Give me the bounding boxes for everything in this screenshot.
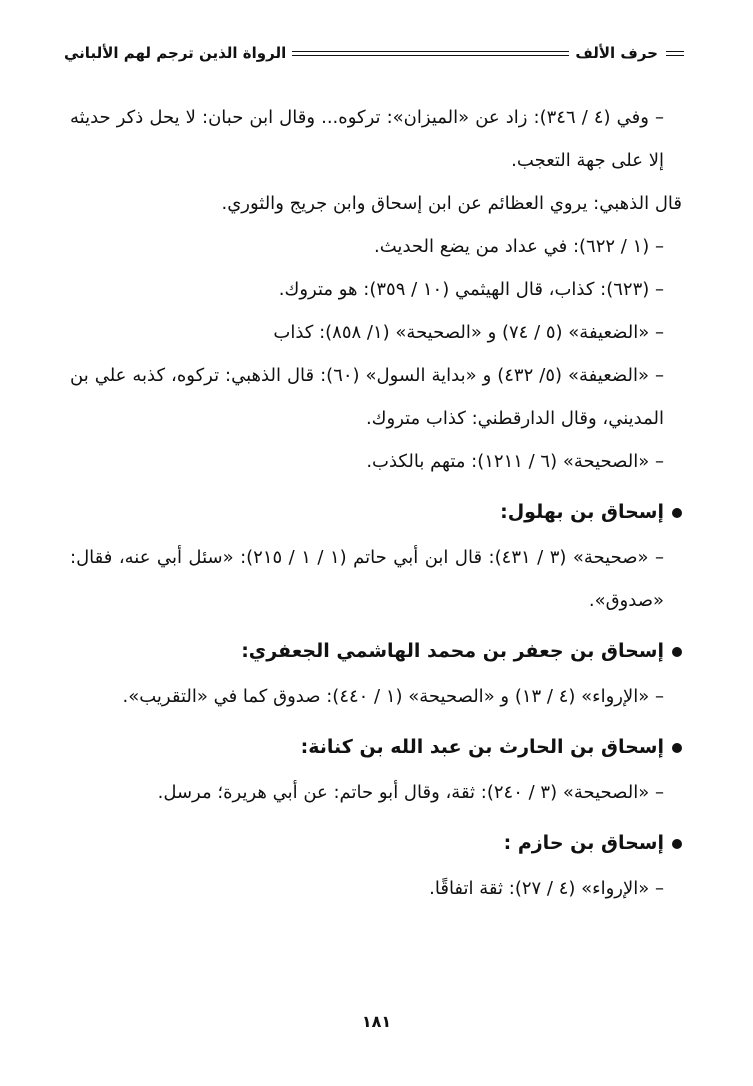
paragraph: – «الإرواء» (٤ / ١٣) و «الصحيحة» (١ / ٤٤٠): صدوق كما في «التقريب». [122,686,664,707]
narrator-entry-heading [70,822,682,865]
page-body [70,96,682,910]
paragraph: – «الإرواء» (٤ / ٢٧): ثقة اتفاقًا. [429,878,664,899]
page-number: ١٨١ [361,1012,392,1031]
bullet-icon [672,508,682,518]
paragraph: – «الصحيحة» (٣ / ٢٤٠): ثقة، وقال أبو حاتم: عن أبي هريرة؛ مرسل. [157,782,664,803]
paragraph: – وفي (٤ / ٣٤٦): زاد عن «الميزان»: تركوه... وقال ابن حبان: لا يحل ذكر حديثه إلا على جهة التعجب. [70,107,664,171]
paragraph: – «الضعيفة» (٥/ ٤٣٢) و «بداية السول» (٦٠): قال الذهبي: تركوه، كذبه علي بن المديني، وقال الدارقطني: كذاب متروك. [70,365,664,429]
paragraph: قال الذهبي: يروي العظائم عن ابن إسحاق وابن جريج والثوري. [221,193,682,214]
header-rule-middle [292,51,569,56]
entry-title: إسحاق بن حازم : [503,832,664,854]
paragraph: – «صحيحة» (٣ / ٤٣١): قال ابن أبي حاتم (١ / ١ / ٢١٥): «سئل أبي عنه، فقال: «صدوق». [70,547,665,611]
paragraph: – «الصحيحة» (٦ / ١٢١١): متهم بالكذب. [366,451,664,472]
narrator-entry-heading [70,491,682,534]
paragraph: – (٦٢٣): كذاب، قال الهيثمي (١٠ / ٣٥٩): هو متروك. [278,279,664,300]
narrator-entry-heading [70,630,682,673]
entry-title: إسحاق بن بهلول: [500,501,664,523]
running-header [64,40,684,66]
narrator-entry-heading [70,726,682,769]
bullet-icon [672,743,682,753]
entry-title: إسحاق بن جعفر بن محمد الهاشمي الجعفري: [241,640,664,662]
bullet-icon [672,839,682,849]
header-section: حرف الألف [575,44,658,62]
entry-title: إسحاق بن الحارث بن عبد الله بن كنانة: [300,736,664,758]
paragraph: – «الضعيفة» (٥ / ٧٤) و «الصحيحة» (١/ ٨٥٨): كذاب [273,322,664,343]
bullet-icon [672,647,682,657]
header-rule-right [666,51,684,56]
header-title: الرواة الذين ترجم لهم الألباني [64,44,287,62]
paragraph: – (١ / ٦٢٢): في عداد من يضع الحديث. [374,236,664,257]
